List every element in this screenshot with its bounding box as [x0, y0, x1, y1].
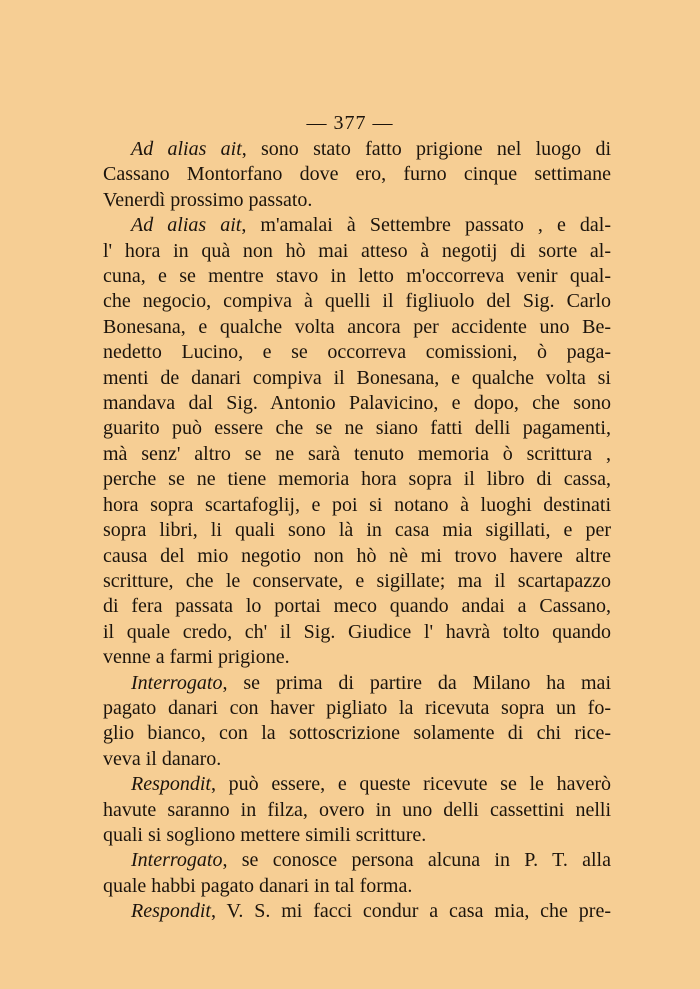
text-run: venne a farmi prigione.	[103, 646, 290, 669]
text-run: nedetto Lucino, e se occorreva comissioni, ò paga-	[103, 341, 611, 364]
text-run: , sono stato fatto prigione nel luogo di	[241, 138, 612, 160]
text-line	[103, 188, 611, 213]
italic-label: Ad alias ait	[131, 138, 242, 160]
text-line	[103, 721, 611, 746]
text-run: hora sopra scartafoglij, e poi si notano à luoghi destinati	[103, 493, 611, 516]
text-line	[103, 899, 611, 924]
italic-label: Respondit	[131, 900, 211, 923]
text-run: il quale credo, ch' il Sig. Giudice l' havrà tolto quando	[103, 620, 611, 643]
text-run: Cassano Montorfano dove ero, furno cinque settimane	[103, 163, 611, 186]
text-line	[103, 264, 611, 289]
text-line	[103, 569, 611, 594]
italic-label: Interrogato	[131, 849, 223, 872]
text-line	[103, 213, 611, 238]
text-line	[103, 671, 611, 696]
text-line	[103, 340, 611, 365]
text-run: mandava dal Sig. Antonio Palavicino, e dopo, che sono	[103, 392, 611, 415]
text-run: scritture, che le conservate, e sigillate; ma il scartapazzo	[103, 569, 611, 592]
italic-label: Interrogato	[131, 671, 223, 694]
text-run: quale habbi pagato danari in tal forma.	[103, 874, 413, 897]
text-run: , se conosce persona alcuna in P. T. alla	[222, 849, 611, 872]
text-run: , V. S. mi facci condur a casa mia, che pre-	[211, 900, 611, 923]
text-run: sopra libri, li quali sono là in casa mia sigillati, e per	[103, 519, 611, 542]
text-run: havute saranno in filza, overo in uno delli cassettini nelli	[103, 798, 611, 821]
text-line	[103, 416, 611, 441]
text-line	[103, 162, 611, 187]
text-line	[103, 620, 611, 645]
text-run: veva il danaro.	[103, 747, 222, 770]
text-line	[103, 696, 611, 721]
text-run: di fera passata lo portai meco quando andai a Cassano,	[103, 595, 611, 618]
text-run: quali si sogliono mettere simili scritture.	[103, 823, 427, 846]
text-run: , può essere, e queste ricevute se le haverò	[211, 773, 611, 796]
text-line	[103, 594, 611, 619]
text-line	[103, 848, 611, 873]
text-run: causa del mio negotio non hò nè mi trovo havere altre	[103, 544, 611, 567]
text-run: cuna, e se mentre stavo in letto m'occorreva venir qual-	[103, 265, 611, 288]
text-run: , m'amalai à Settembre passato , e dal-	[241, 214, 611, 237]
text-run: , se prima di partire da Milano ha mai	[222, 671, 611, 694]
text-run: glio bianco, con la sottoscrizione solamente di chi rice-	[103, 722, 611, 745]
text-line	[103, 493, 611, 518]
text-run: Bonesana, e qualche volta ancora per accidente uno Be-	[103, 315, 611, 338]
text-line	[103, 823, 611, 848]
text-line	[103, 289, 611, 314]
text-line	[103, 366, 611, 391]
text-line	[103, 315, 611, 340]
text-line	[103, 772, 611, 797]
italic-label: Ad alias ait	[131, 214, 242, 237]
italic-label: Respondit	[131, 773, 211, 796]
text-line	[103, 747, 611, 772]
text-line	[103, 239, 611, 264]
text-line	[103, 544, 611, 569]
text-run: mà senz' altro se ne sarà tenuto memoria ò scrittura ,	[103, 442, 611, 465]
text-line	[103, 645, 611, 670]
text-run: pagato danari con haver pigliato la ricevuta sopra un fo-	[103, 696, 611, 719]
text-run: che negocio, compiva à quelli il figliuolo del Sig. Carlo	[103, 290, 611, 313]
text-line	[103, 442, 611, 467]
page-number: — 377 —	[306, 112, 394, 134]
text-run: menti de danari compiva il Bonesana, e qualche volta si	[103, 366, 611, 389]
text-run: l' hora in quà non hò mai atteso à negotij di sorte al-	[103, 239, 611, 262]
text-line	[103, 391, 611, 416]
text-line	[103, 874, 611, 899]
text-run: Venerdì prossimo passato.	[103, 188, 313, 211]
text-line	[103, 518, 611, 543]
text-line	[103, 798, 611, 823]
body-text	[103, 137, 611, 925]
text-line	[103, 137, 611, 162]
text-line	[103, 467, 611, 492]
text-run: perche se ne tiene memoria hora sopra il libro di cassa,	[103, 468, 611, 491]
text-run: guarito può essere che se ne siano fatti delli pagamenti,	[103, 417, 611, 440]
